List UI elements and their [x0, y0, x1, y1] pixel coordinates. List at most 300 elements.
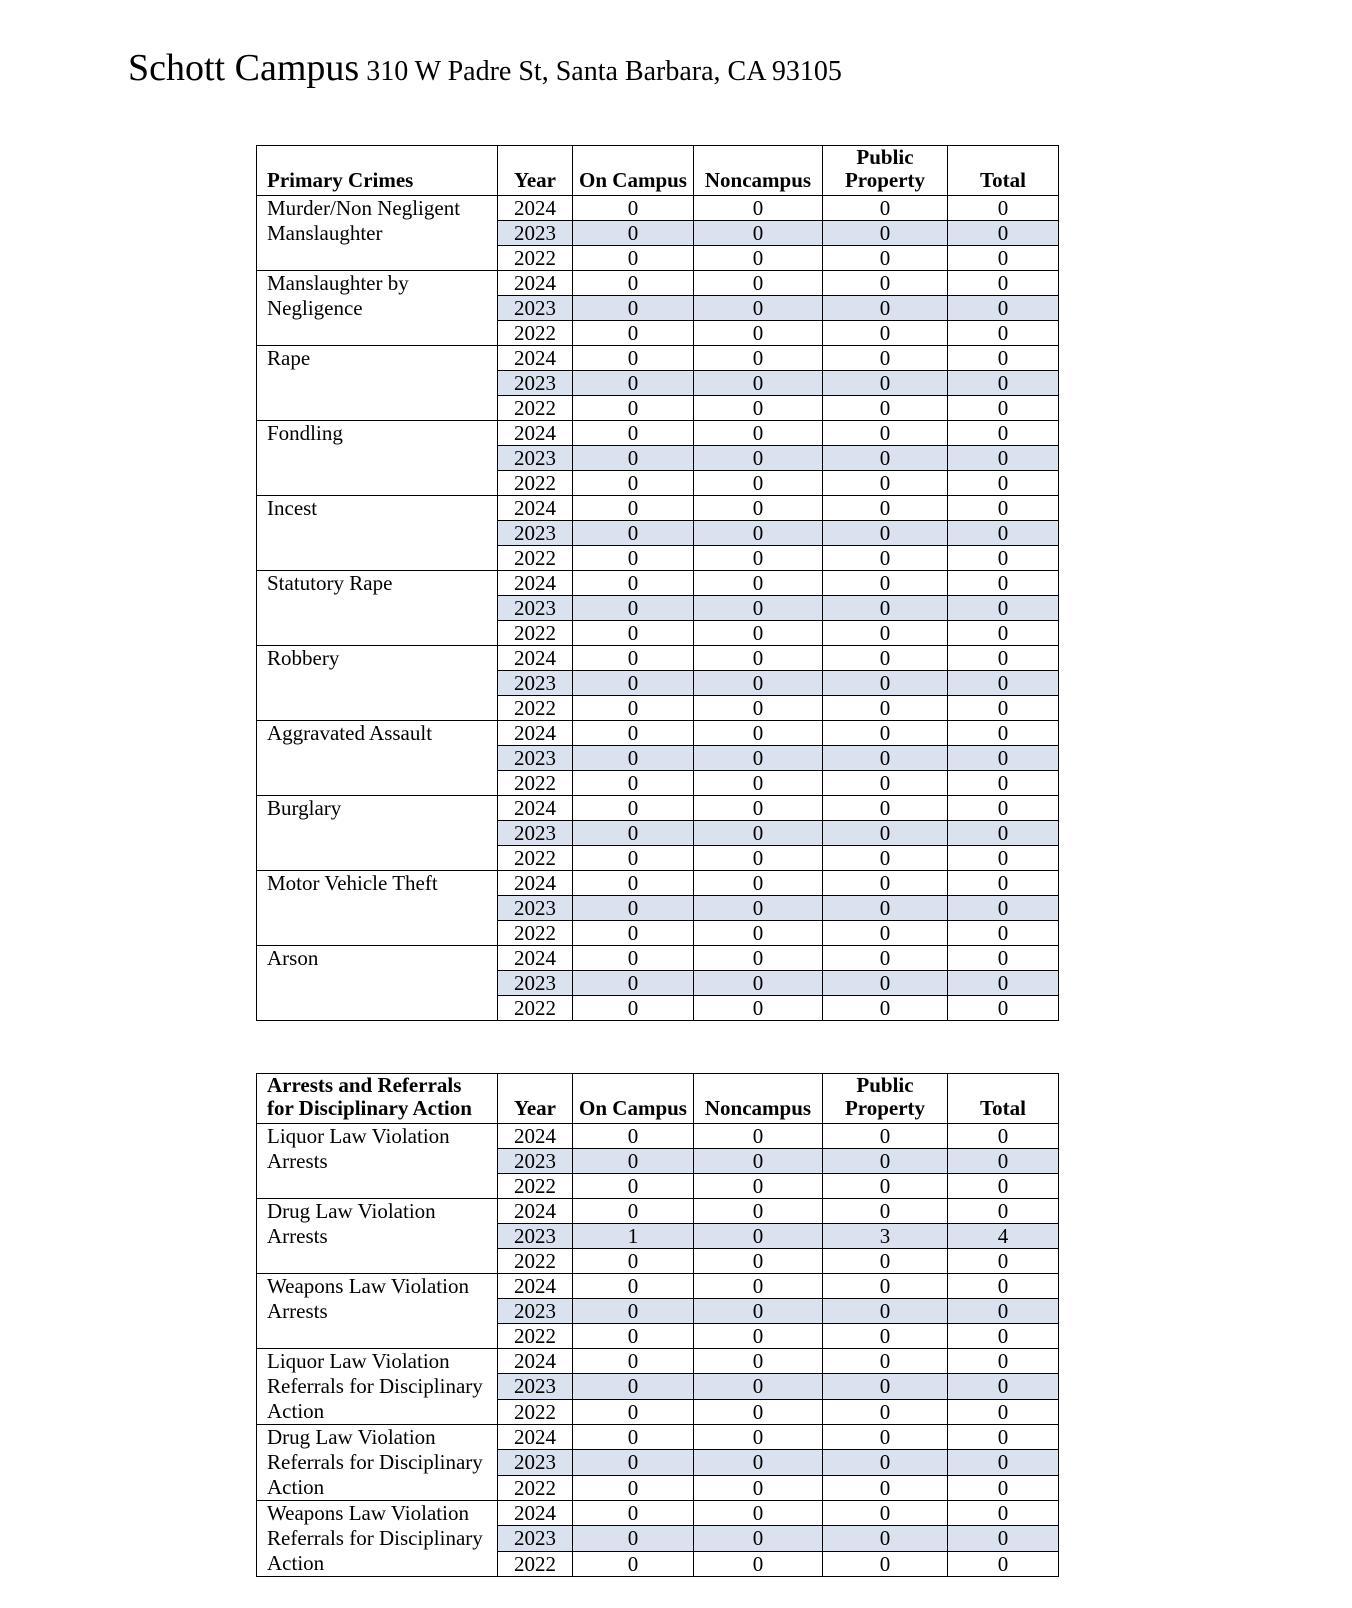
value-cell: 0	[823, 1551, 948, 1576]
table-row	[257, 1199, 1059, 1224]
table-row	[257, 1425, 1059, 1450]
value-cell: 0	[694, 571, 823, 596]
value-cell: 0	[694, 746, 823, 771]
year-cell: 2023	[498, 521, 573, 546]
value-cell: 0	[694, 1551, 823, 1576]
year-cell: 2022	[498, 696, 573, 721]
value-cell: 0	[948, 521, 1059, 546]
value-cell: 0	[694, 546, 823, 571]
value-cell: 0	[948, 671, 1059, 696]
category-cell: Motor Vehicle Theft	[257, 871, 498, 946]
year-cell: 2022	[498, 1399, 573, 1424]
page-header	[128, 46, 842, 90]
year-cell: 2023	[498, 1450, 573, 1475]
value-cell: 0	[823, 571, 948, 596]
value-cell: 0	[823, 896, 948, 921]
value-cell: 0	[694, 496, 823, 521]
campus-name: Schott Campus	[128, 47, 360, 89]
value-cell: 0	[573, 271, 694, 296]
value-cell: 0	[948, 421, 1059, 446]
table-row	[257, 1124, 1059, 1149]
value-cell: 0	[573, 746, 694, 771]
value-cell: 0	[694, 696, 823, 721]
year-cell: 2022	[498, 546, 573, 571]
value-cell: 0	[694, 1124, 823, 1149]
value-cell: 0	[573, 871, 694, 896]
value-cell: 0	[823, 696, 948, 721]
category-cell: Weapons Law Violation Arrests	[257, 1274, 498, 1349]
value-cell: 0	[948, 1551, 1059, 1576]
year-cell: 2022	[498, 1249, 573, 1274]
value-cell: 0	[573, 1199, 694, 1224]
value-cell: 0	[823, 671, 948, 696]
primary-crimes-table	[256, 145, 1059, 1021]
value-cell: 0	[694, 1501, 823, 1526]
value-cell: 0	[823, 471, 948, 496]
value-cell: 0	[694, 196, 823, 221]
value-cell: 0	[573, 1475, 694, 1500]
stat-column-header: Total	[948, 1074, 1059, 1124]
value-cell: 0	[823, 796, 948, 821]
value-cell: 0	[948, 896, 1059, 921]
year-cell: 2023	[498, 221, 573, 246]
value-cell: 0	[694, 1450, 823, 1475]
value-cell: 0	[694, 1224, 823, 1249]
year-cell: 2022	[498, 321, 573, 346]
value-cell: 0	[694, 1149, 823, 1174]
year-cell: 2024	[498, 1425, 573, 1450]
category-column-header: Arrests and Referrals for Disciplinary Action	[257, 1074, 498, 1124]
value-cell: 0	[573, 821, 694, 846]
value-cell: 0	[948, 1425, 1059, 1450]
value-cell: 0	[694, 221, 823, 246]
value-cell: 0	[823, 221, 948, 246]
year-cell: 2023	[498, 1224, 573, 1249]
value-cell: 0	[573, 1249, 694, 1274]
value-cell: 0	[823, 421, 948, 446]
value-cell: 0	[694, 1425, 823, 1450]
value-cell: 0	[948, 946, 1059, 971]
table-row	[257, 421, 1059, 446]
value-cell: 0	[573, 721, 694, 746]
value-cell: 0	[694, 1526, 823, 1551]
table-row	[257, 646, 1059, 671]
value-cell: 0	[948, 746, 1059, 771]
value-cell: 1	[573, 1224, 694, 1249]
value-cell: 0	[573, 671, 694, 696]
value-cell: 0	[573, 546, 694, 571]
table-row	[257, 1274, 1059, 1299]
year-cell: 2024	[498, 871, 573, 896]
value-cell: 0	[694, 871, 823, 896]
value-cell: 0	[948, 496, 1059, 521]
value-cell: 0	[948, 771, 1059, 796]
year-cell: 2023	[498, 596, 573, 621]
value-cell: 0	[948, 1174, 1059, 1199]
value-cell: 0	[823, 396, 948, 421]
table-row	[257, 946, 1059, 971]
value-cell: 0	[948, 221, 1059, 246]
value-cell: 0	[823, 446, 948, 471]
year-cell: 2022	[498, 921, 573, 946]
value-cell: 0	[823, 271, 948, 296]
value-cell: 0	[948, 696, 1059, 721]
year-cell: 2024	[498, 1274, 573, 1299]
value-cell: 0	[694, 1174, 823, 1199]
category-cell: Drug Law Violation Referrals for Disciplinary Action	[257, 1425, 498, 1501]
year-cell: 2024	[498, 646, 573, 671]
value-cell: 0	[694, 1274, 823, 1299]
value-cell: 0	[823, 621, 948, 646]
value-cell: 0	[573, 371, 694, 396]
value-cell: 0	[573, 1425, 694, 1450]
year-cell: 2022	[498, 1475, 573, 1500]
value-cell: 0	[823, 1299, 948, 1324]
value-cell: 0	[573, 321, 694, 346]
value-cell: 0	[573, 196, 694, 221]
value-cell: 0	[823, 646, 948, 671]
value-cell: 0	[573, 1349, 694, 1374]
year-cell: 2024	[498, 496, 573, 521]
value-cell: 0	[573, 1274, 694, 1299]
value-cell: 0	[694, 246, 823, 271]
year-cell: 2023	[498, 1526, 573, 1551]
value-cell: 0	[823, 1324, 948, 1349]
arrests-and-referrals-table	[256, 1073, 1059, 1577]
value-cell: 0	[694, 1399, 823, 1424]
value-cell: 0	[823, 1526, 948, 1551]
category-column-header: Primary Crimes	[257, 146, 498, 196]
category-cell: Drug Law Violation Arrests	[257, 1199, 498, 1274]
stat-column-header: Noncampus	[694, 146, 823, 196]
value-cell: 0	[573, 646, 694, 671]
stat-column-header: On Campus	[573, 146, 694, 196]
category-cell: Robbery	[257, 646, 498, 721]
value-cell: 4	[948, 1224, 1059, 1249]
value-cell: 0	[948, 621, 1059, 646]
table-row	[257, 721, 1059, 746]
value-cell: 0	[694, 1199, 823, 1224]
table-row	[257, 1349, 1059, 1374]
value-cell: 0	[823, 1149, 948, 1174]
value-cell: 0	[948, 1299, 1059, 1324]
value-cell: 0	[573, 621, 694, 646]
year-cell: 2023	[498, 896, 573, 921]
value-cell: 0	[823, 496, 948, 521]
table-row	[257, 346, 1059, 371]
value-cell: 0	[573, 221, 694, 246]
value-cell: 0	[823, 1425, 948, 1450]
value-cell: 0	[823, 1450, 948, 1475]
value-cell: 0	[573, 1399, 694, 1424]
value-cell: 0	[573, 571, 694, 596]
value-cell: 0	[573, 696, 694, 721]
year-cell: 2023	[498, 446, 573, 471]
value-cell: 0	[694, 346, 823, 371]
value-cell: 0	[948, 971, 1059, 996]
value-cell: 0	[573, 396, 694, 421]
value-cell: 0	[694, 371, 823, 396]
value-cell: 0	[948, 246, 1059, 271]
value-cell: 0	[694, 521, 823, 546]
value-cell: 0	[823, 1174, 948, 1199]
value-cell: 0	[948, 1374, 1059, 1399]
value-cell: 0	[694, 271, 823, 296]
category-cell: Incest	[257, 496, 498, 571]
value-cell: 0	[573, 1299, 694, 1324]
category-cell: Liquor Law Violation Referrals for Disciplinary Action	[257, 1349, 498, 1425]
value-cell: 0	[948, 571, 1059, 596]
table-row	[257, 271, 1059, 296]
value-cell: 0	[823, 546, 948, 571]
year-cell: 2023	[498, 1149, 573, 1174]
value-cell: 0	[823, 321, 948, 346]
value-cell: 0	[823, 1349, 948, 1374]
year-cell: 2024	[498, 421, 573, 446]
value-cell: 0	[948, 196, 1059, 221]
year-cell: 2022	[498, 396, 573, 421]
year-cell: 2022	[498, 621, 573, 646]
year-column-header: Year	[498, 1074, 573, 1124]
value-cell: 0	[948, 996, 1059, 1021]
year-cell: 2024	[498, 1501, 573, 1526]
value-cell: 0	[948, 646, 1059, 671]
value-cell: 0	[948, 371, 1059, 396]
value-cell: 0	[823, 1124, 948, 1149]
campus-address: 310 W Padre St, Santa Barbara, CA 93105	[366, 56, 842, 87]
category-cell: Aggravated Assault	[257, 721, 498, 796]
value-cell: 0	[694, 671, 823, 696]
value-cell: 0	[948, 471, 1059, 496]
year-cell: 2022	[498, 1174, 573, 1199]
value-cell: 0	[948, 1349, 1059, 1374]
value-cell: 0	[573, 1374, 694, 1399]
value-cell: 0	[694, 946, 823, 971]
value-cell: 0	[694, 996, 823, 1021]
table-header-row	[257, 146, 1059, 196]
value-cell: 0	[823, 196, 948, 221]
value-cell: 0	[573, 421, 694, 446]
value-cell: 0	[823, 1374, 948, 1399]
value-cell: 0	[573, 246, 694, 271]
value-cell: 0	[573, 1149, 694, 1174]
year-cell: 2022	[498, 1324, 573, 1349]
value-cell: 0	[823, 821, 948, 846]
value-cell: 0	[694, 1374, 823, 1399]
year-cell: 2024	[498, 196, 573, 221]
year-cell: 2024	[498, 946, 573, 971]
value-cell: 0	[823, 596, 948, 621]
year-cell: 2024	[498, 1124, 573, 1149]
year-cell: 2024	[498, 271, 573, 296]
value-cell: 0	[823, 1274, 948, 1299]
value-cell: 0	[694, 721, 823, 746]
value-cell: 0	[694, 1299, 823, 1324]
table-row	[257, 496, 1059, 521]
stat-column-header: On Campus	[573, 1074, 694, 1124]
table-row	[257, 796, 1059, 821]
value-cell: 0	[573, 921, 694, 946]
value-cell: 0	[573, 1501, 694, 1526]
year-cell: 2023	[498, 1374, 573, 1399]
year-cell: 2024	[498, 571, 573, 596]
value-cell: 3	[823, 1224, 948, 1249]
value-cell: 0	[948, 1501, 1059, 1526]
value-cell: 0	[694, 1249, 823, 1274]
value-cell: 0	[694, 796, 823, 821]
value-cell: 0	[948, 271, 1059, 296]
value-cell: 0	[694, 921, 823, 946]
value-cell: 0	[573, 1124, 694, 1149]
value-cell: 0	[573, 996, 694, 1021]
value-cell: 0	[573, 971, 694, 996]
table-row	[257, 1501, 1059, 1526]
value-cell: 0	[573, 596, 694, 621]
value-cell: 0	[948, 1149, 1059, 1174]
value-cell: 0	[573, 521, 694, 546]
value-cell: 0	[823, 846, 948, 871]
value-cell: 0	[573, 446, 694, 471]
year-column-header: Year	[498, 146, 573, 196]
value-cell: 0	[948, 871, 1059, 896]
value-cell: 0	[948, 596, 1059, 621]
value-cell: 0	[948, 846, 1059, 871]
value-cell: 0	[694, 621, 823, 646]
year-cell: 2022	[498, 771, 573, 796]
value-cell: 0	[948, 1450, 1059, 1475]
year-cell: 2023	[498, 971, 573, 996]
value-cell: 0	[823, 971, 948, 996]
year-cell: 2024	[498, 346, 573, 371]
year-cell: 2023	[498, 671, 573, 696]
value-cell: 0	[823, 346, 948, 371]
value-cell: 0	[823, 746, 948, 771]
value-cell: 0	[948, 1124, 1059, 1149]
value-cell: 0	[948, 1199, 1059, 1224]
year-cell: 2023	[498, 1299, 573, 1324]
value-cell: 0	[948, 1249, 1059, 1274]
year-cell: 2022	[498, 1551, 573, 1576]
value-cell: 0	[823, 996, 948, 1021]
year-cell: 2023	[498, 296, 573, 321]
stat-column-header: Noncampus	[694, 1074, 823, 1124]
value-cell: 0	[823, 921, 948, 946]
value-cell: 0	[694, 596, 823, 621]
value-cell: 0	[694, 296, 823, 321]
value-cell: 0	[694, 771, 823, 796]
table-row	[257, 196, 1059, 221]
value-cell: 0	[948, 821, 1059, 846]
year-cell: 2024	[498, 1349, 573, 1374]
value-cell: 0	[573, 1324, 694, 1349]
value-cell: 0	[823, 1249, 948, 1274]
value-cell: 0	[823, 296, 948, 321]
value-cell: 0	[823, 1501, 948, 1526]
year-cell: 2023	[498, 821, 573, 846]
value-cell: 0	[573, 796, 694, 821]
value-cell: 0	[823, 721, 948, 746]
value-cell: 0	[573, 1526, 694, 1551]
value-cell: 0	[948, 396, 1059, 421]
value-cell: 0	[694, 821, 823, 846]
value-cell: 0	[948, 1399, 1059, 1424]
year-cell: 2023	[498, 746, 573, 771]
value-cell: 0	[948, 446, 1059, 471]
category-cell: Murder/Non Negligent Manslaughter	[257, 196, 498, 271]
value-cell: 0	[948, 321, 1059, 346]
value-cell: 0	[694, 421, 823, 446]
value-cell: 0	[694, 396, 823, 421]
value-cell: 0	[573, 346, 694, 371]
value-cell: 0	[694, 971, 823, 996]
value-cell: 0	[573, 771, 694, 796]
year-cell: 2024	[498, 721, 573, 746]
value-cell: 0	[948, 1526, 1059, 1551]
value-cell: 0	[823, 871, 948, 896]
value-cell: 0	[948, 1324, 1059, 1349]
table-row	[257, 571, 1059, 596]
value-cell: 0	[573, 296, 694, 321]
value-cell: 0	[573, 1174, 694, 1199]
value-cell: 0	[694, 321, 823, 346]
primary-crimes-table-container	[256, 145, 1059, 1021]
value-cell: 0	[948, 346, 1059, 371]
value-cell: 0	[948, 546, 1059, 571]
year-cell: 2024	[498, 796, 573, 821]
value-cell: 0	[948, 796, 1059, 821]
value-cell: 0	[694, 846, 823, 871]
category-cell: Fondling	[257, 421, 498, 496]
stat-column-header: Public Property	[823, 146, 948, 196]
value-cell: 0	[573, 1551, 694, 1576]
value-cell: 0	[694, 646, 823, 671]
category-cell: Burglary	[257, 796, 498, 871]
value-cell: 0	[823, 246, 948, 271]
year-cell: 2022	[498, 471, 573, 496]
category-cell: Liquor Law Violation Arrests	[257, 1124, 498, 1199]
value-cell: 0	[694, 1324, 823, 1349]
year-cell: 2022	[498, 996, 573, 1021]
value-cell: 0	[823, 521, 948, 546]
year-cell: 2022	[498, 246, 573, 271]
value-cell: 0	[948, 721, 1059, 746]
value-cell: 0	[948, 1475, 1059, 1500]
value-cell: 0	[573, 846, 694, 871]
value-cell: 0	[573, 1450, 694, 1475]
value-cell: 0	[694, 1349, 823, 1374]
value-cell: 0	[694, 896, 823, 921]
arrests-referrals-table-container	[256, 1073, 1059, 1577]
value-cell: 0	[823, 1199, 948, 1224]
value-cell: 0	[823, 946, 948, 971]
category-cell: Arson	[257, 946, 498, 1021]
value-cell: 0	[694, 471, 823, 496]
value-cell: 0	[948, 296, 1059, 321]
stat-column-header: Total	[948, 146, 1059, 196]
category-cell: Statutory Rape	[257, 571, 498, 646]
value-cell: 0	[948, 921, 1059, 946]
stat-column-header: Public Property	[823, 1074, 948, 1124]
category-cell: Manslaughter by Negligence	[257, 271, 498, 346]
value-cell: 0	[823, 1399, 948, 1424]
value-cell: 0	[573, 496, 694, 521]
value-cell: 0	[823, 1475, 948, 1500]
value-cell: 0	[573, 946, 694, 971]
value-cell: 0	[823, 371, 948, 396]
table-header-row	[257, 1074, 1059, 1124]
year-cell: 2024	[498, 1199, 573, 1224]
table-row	[257, 871, 1059, 896]
